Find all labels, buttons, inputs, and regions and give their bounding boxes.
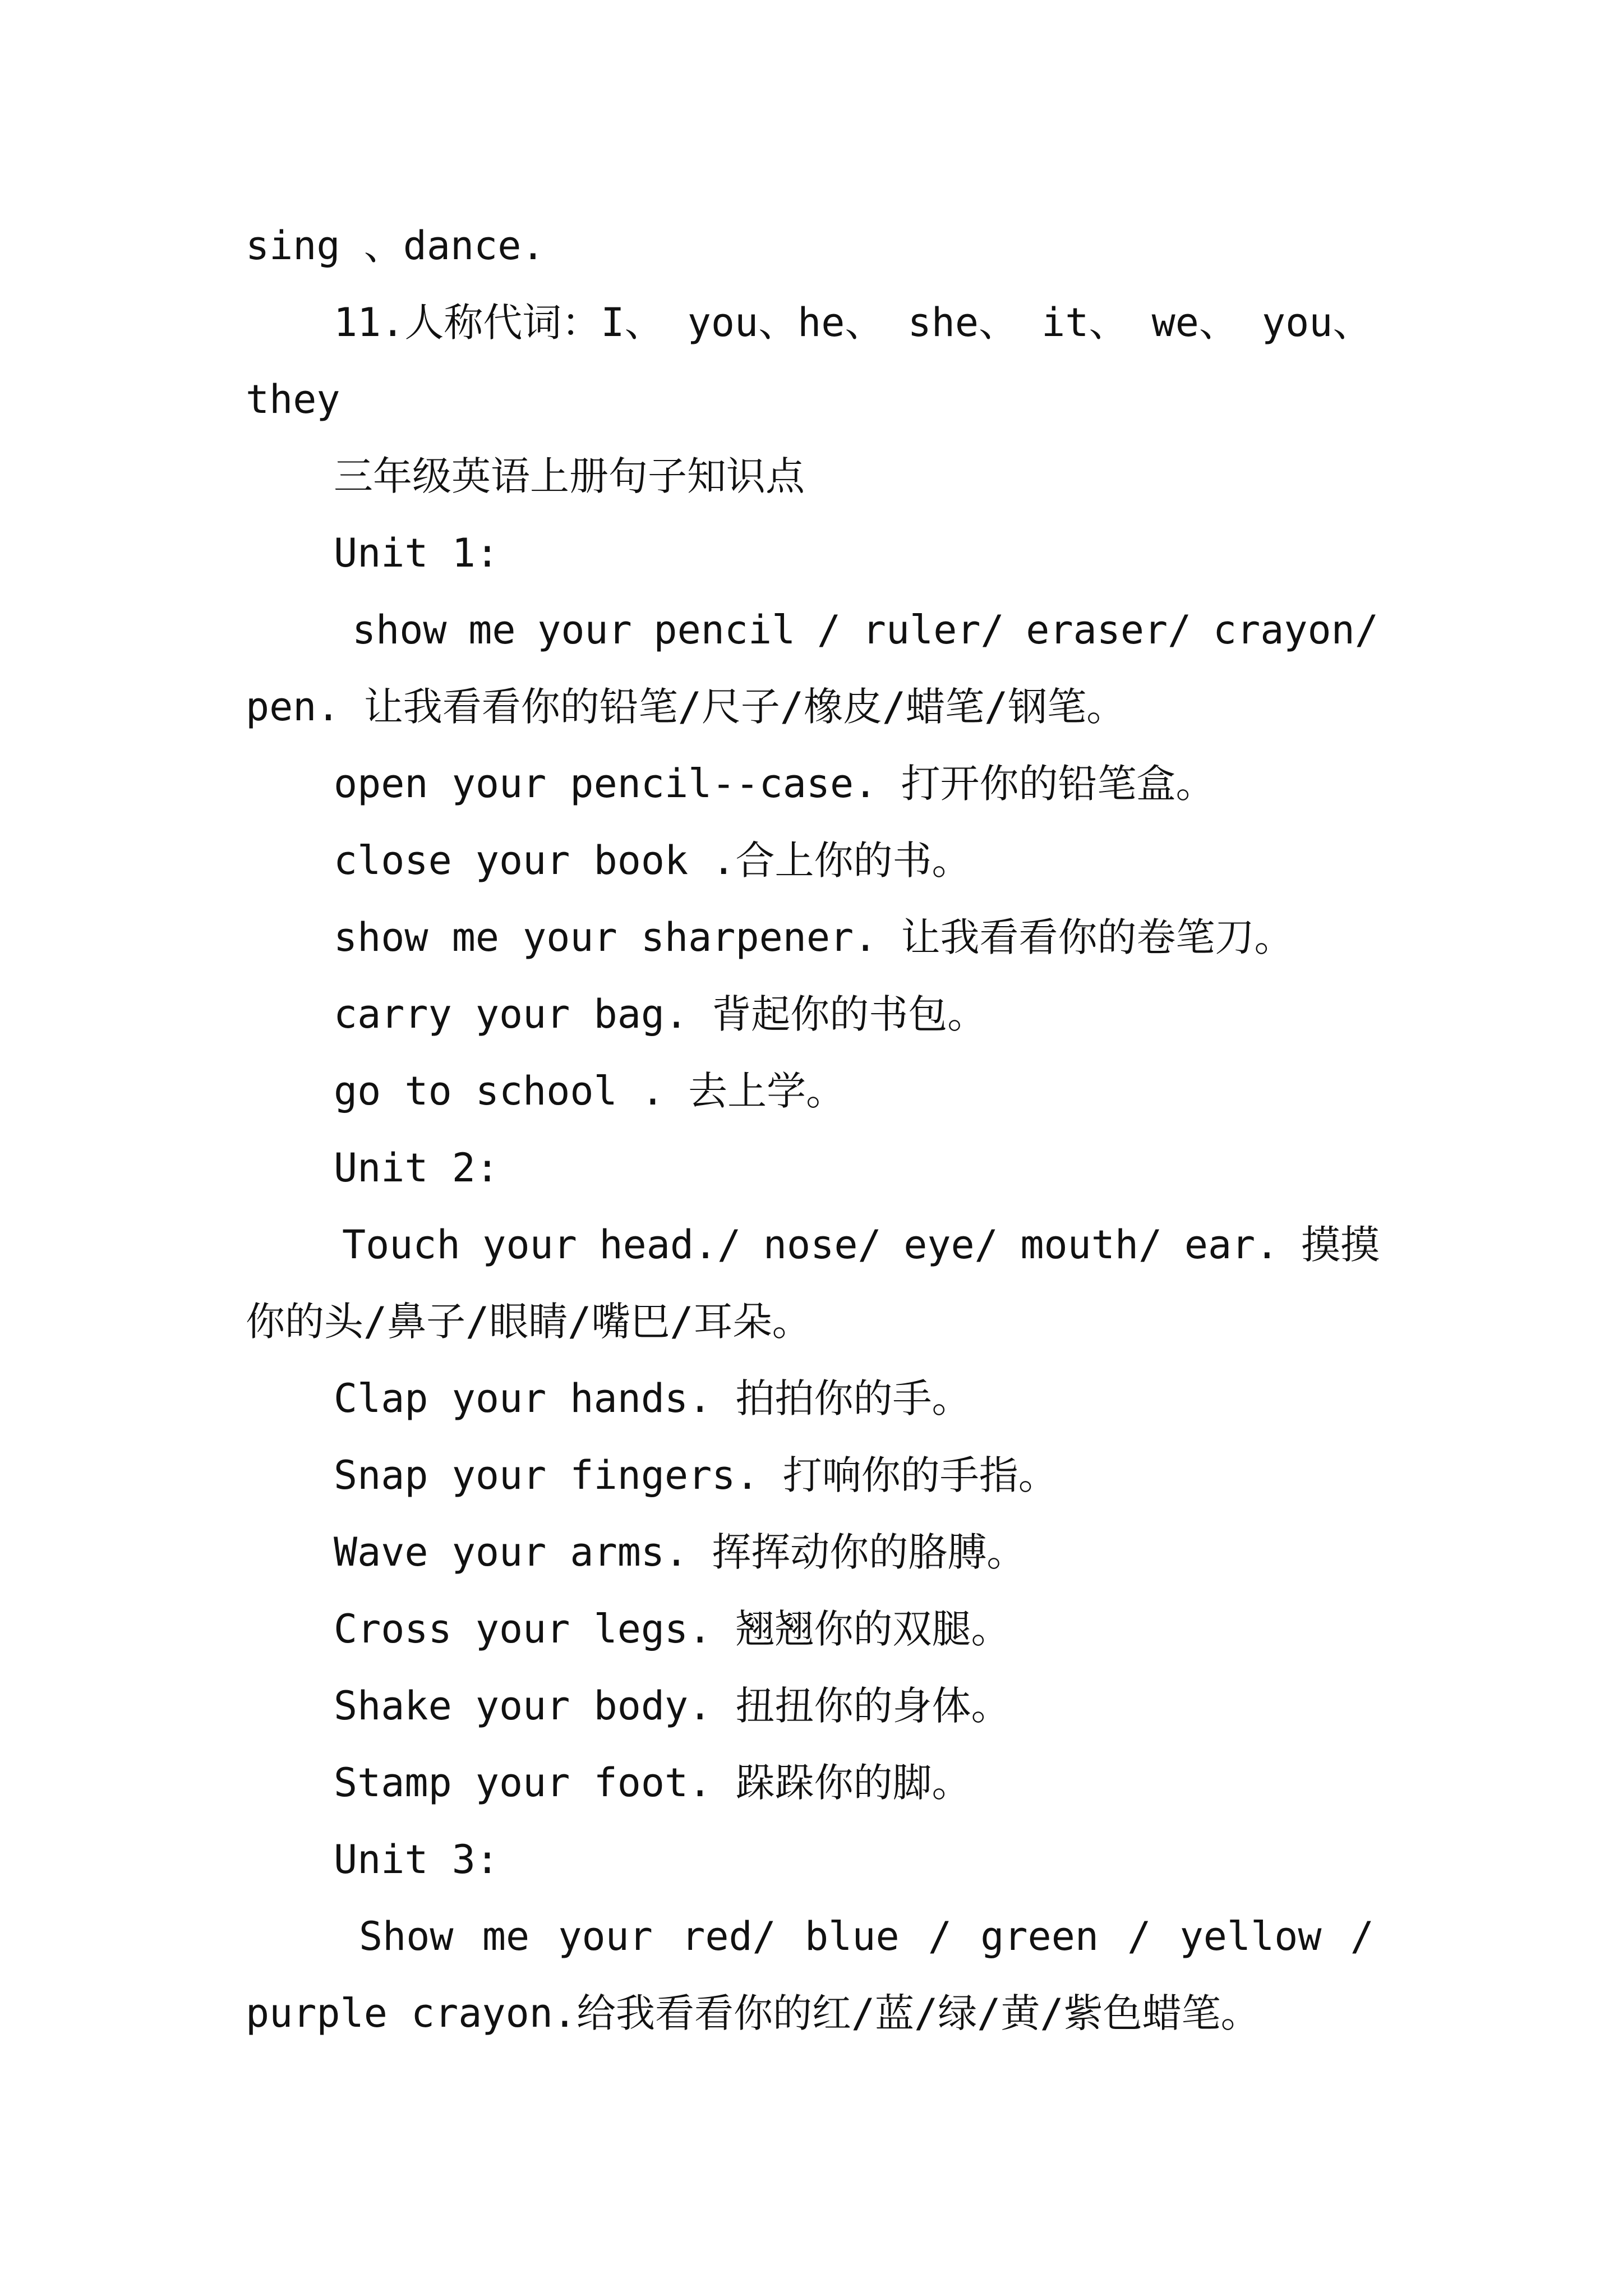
word: ruler/ [862, 607, 1004, 653]
text-line: Wave your arms. 挥挥动你的胳膊。 [334, 1529, 1026, 1575]
unit-heading: Unit 2: [334, 1145, 500, 1191]
text-line: carry your bag. 背起你的书包。 [334, 991, 987, 1037]
word: 摸摸 [1301, 1222, 1380, 1268]
word: eraser/ [1026, 607, 1192, 653]
word: show [352, 607, 447, 653]
word: ear. [1184, 1222, 1279, 1268]
text-line: show me your sharpener. 让我看看你的卷笔刀。 [334, 914, 1294, 960]
text-line-justified [342, 1207, 1380, 1283]
text-line: pen. 让我看看你的铅笔/尺子/橡皮/蜡笔/钢笔。 [246, 684, 1126, 730]
text-line: 你的头/鼻子/眼睛/嘴巴/耳朵。 [246, 1299, 811, 1345]
word: mouth/ [1020, 1222, 1163, 1268]
word: me [468, 607, 516, 653]
text-line: go to school . 去上学。 [334, 1068, 846, 1114]
word: / [1350, 1913, 1374, 1959]
word: your [537, 607, 632, 653]
word: yellow [1179, 1913, 1322, 1959]
text-line: purple crayon.给我看看你的红/蓝/绿/黄/紫色蜡笔。 [246, 1990, 1260, 2036]
word: Touch [342, 1222, 460, 1268]
word: / [1127, 1913, 1151, 1959]
text-line: Snap your fingers. 打响你的手指。 [334, 1452, 1058, 1498]
text-line: Cross your legs. 翘翘你的双腿。 [334, 1606, 1011, 1652]
section-heading: 三年级英语上册句子知识点 [334, 453, 805, 499]
unit-heading: Unit 3: [334, 1837, 500, 1883]
text-line: sing 、dance. [246, 223, 545, 269]
text-line-justified [359, 1898, 1374, 1975]
word: your [558, 1913, 653, 1959]
word: crayon/ [1212, 607, 1378, 653]
word: / [928, 1913, 952, 1959]
word: pencil [653, 607, 796, 653]
text-line: they [246, 376, 340, 422]
word: / [817, 607, 841, 653]
text-line: open your pencil--case. 打开你的铅笔盒。 [334, 761, 1215, 807]
text-line-justified [352, 592, 1378, 668]
word: red/ [681, 1913, 776, 1959]
text-line: 11.人称代词：I、 you、he、 she、 it、 we、 you、 [334, 300, 1372, 346]
word: me [482, 1913, 530, 1959]
word: green [980, 1913, 1099, 1959]
unit-heading: Unit 1: [334, 530, 500, 576]
text-line: close your book .合上你的书。 [334, 838, 971, 884]
word: nose/ [763, 1222, 882, 1268]
word: eye/ [903, 1222, 998, 1268]
word: head./ [599, 1222, 741, 1268]
word: Show [359, 1913, 454, 1959]
text-line: Shake your body. 扭扭你的身体。 [334, 1683, 1011, 1729]
word: blue [805, 1913, 900, 1959]
text-line: Clap your hands. 拍拍你的手。 [334, 1375, 971, 1421]
text-line: Stamp your foot. 跺跺你的脚。 [334, 1760, 971, 1806]
word: your [482, 1222, 577, 1268]
